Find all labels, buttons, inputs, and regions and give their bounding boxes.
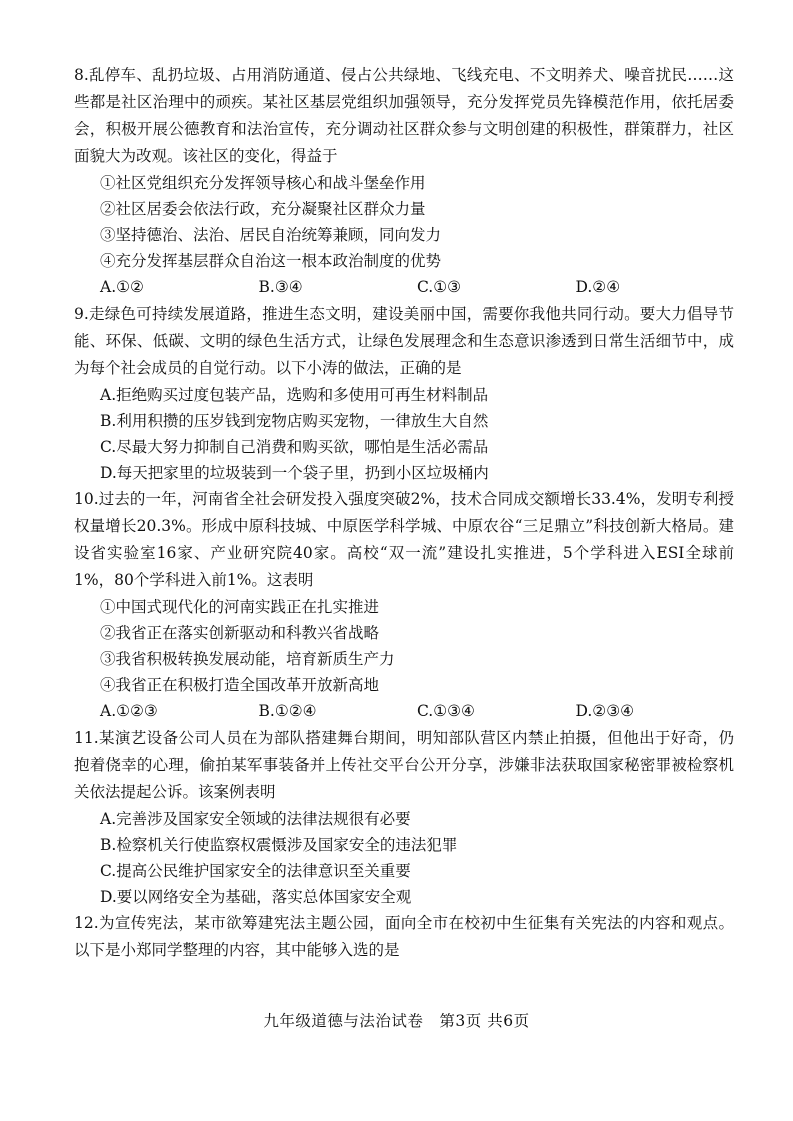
question-9 xyxy=(74,301,734,486)
option-b: B.检察机关行使监察权震慑涉及国家安全的违法犯罪 xyxy=(100,836,458,854)
choice-b: B.①②④ xyxy=(258,702,317,720)
answer-choices xyxy=(74,698,734,725)
page-footer: 九年级道德与法治试卷 第3页 共6页 xyxy=(263,1012,530,1030)
statement-3: ③坚持德治、法治、居民自治统筹兼顾，同向发力 xyxy=(100,226,442,244)
option-c: C.提高公民维护国家安全的法律意识至关重要 xyxy=(100,862,411,880)
question-12 xyxy=(74,910,734,964)
choice-c: C.①③ xyxy=(417,278,462,296)
question-stem: 12.为宣传宪法，某市欲筹建宪法主题公园，面向全市在校初中生征集有关宪法的内容和观点。以下是小郑同学整理的内容，其中能够入选的是 xyxy=(74,914,734,959)
option-d: D.每天把家里的垃圾装到一个袋子里，扔到小区垃圾桶内 xyxy=(100,464,489,482)
question-stem: 10.过去的一年，河南省全社会研发投入强度突破2%，技术合同成交额增长33.4%，发明专利授权量增长20.3%。形成中原科技城、中原医学科学城、中原农谷“三足鼎立”科技创新大格局。建设省实验室16家、产业研究院40家。高校“双一流”建设扎实推进，5个学科进入ESI全球前1%，80个学科进入前1%。这表明 xyxy=(74,490,734,589)
choice-c: C.①③④ xyxy=(417,702,475,720)
question-stem: 9.走绿色可持续发展道路，推进生态文明，建设美丽中国，需要你我他共同行动。要大力倡导节能、环保、低碳、文明的绿色生活方式，让绿色发展理念和生态意识渗透到日常生活细节中，成为每个社会成员的自觉行动。以下小涛的做法，正确的是 xyxy=(74,305,734,377)
question-stem: 8.乱停车、乱扔垃圾、占用消防通道、侵占公共绿地、飞线充电、不文明养犬、噪音扰民……这些都是社区治理中的顽疾。某社区基层党组织加强领导，充分发挥党员先锋模范作用，依托居委会，积极开展公德教育和法治宣传，充分调动社区群众参与文明创建的积极性，群策群力，社区面貌大为改观。该社区的变化，得益于 xyxy=(74,66,734,165)
option-b: B.利用积攒的压岁钱到宠物店购买宠物，一律放生大自然 xyxy=(100,412,489,430)
statement-4: ④充分发挥基层群众自治这一根本政治制度的优势 xyxy=(100,252,442,270)
option-d: D.要以网络安全为基础，落实总体国家安全观 xyxy=(100,888,412,906)
choice-a: A.①② xyxy=(100,278,144,296)
option-a: A.拒绝购买过度包装产品，选购和多使用可再生材料制品 xyxy=(100,386,489,404)
choice-b: B.③④ xyxy=(258,278,303,296)
question-10 xyxy=(74,486,734,725)
question-8 xyxy=(74,62,734,301)
question-stem: 11.某演艺设备公司人员在为部队搭建舞台期间，明知部队营区内禁止拍摄，但他出于好奇，仍抱着侥幸的心理，偷拍某军事装备并上传社交平台公开分享，涉嫌非法获取国家秘密罪被检察机关依法提起公诉。该案例表明 xyxy=(74,729,734,801)
statement-4: ④我省正在积极打造全国改革开放新高地 xyxy=(100,676,380,694)
statement-2: ②我省正在落实创新驱动和科教兴省战略 xyxy=(100,624,380,642)
statement-3: ③我省积极转换发展动能，培育新质生产力 xyxy=(100,650,395,668)
choice-d: D.②③④ xyxy=(575,702,634,720)
choice-d: D.②④ xyxy=(575,278,621,296)
option-a: A.完善涉及国家安全领域的法律法规很有必要 xyxy=(100,810,411,828)
answer-choices xyxy=(74,274,734,301)
question-11 xyxy=(74,725,734,910)
choice-a: A.①②③ xyxy=(100,702,158,720)
question-list xyxy=(74,62,734,964)
statement-2: ②社区居委会依法行政，充分凝聚社区群众力量 xyxy=(100,200,426,218)
option-c: C.尽最大努力抑制自己消费和购买欲，哪怕是生活必需品 xyxy=(100,438,489,456)
statement-1: ①中国式现代化的河南实践正在扎实推进 xyxy=(100,598,380,616)
statement-1: ①社区党组织充分发挥领导核心和战斗堡垒作用 xyxy=(100,174,426,192)
